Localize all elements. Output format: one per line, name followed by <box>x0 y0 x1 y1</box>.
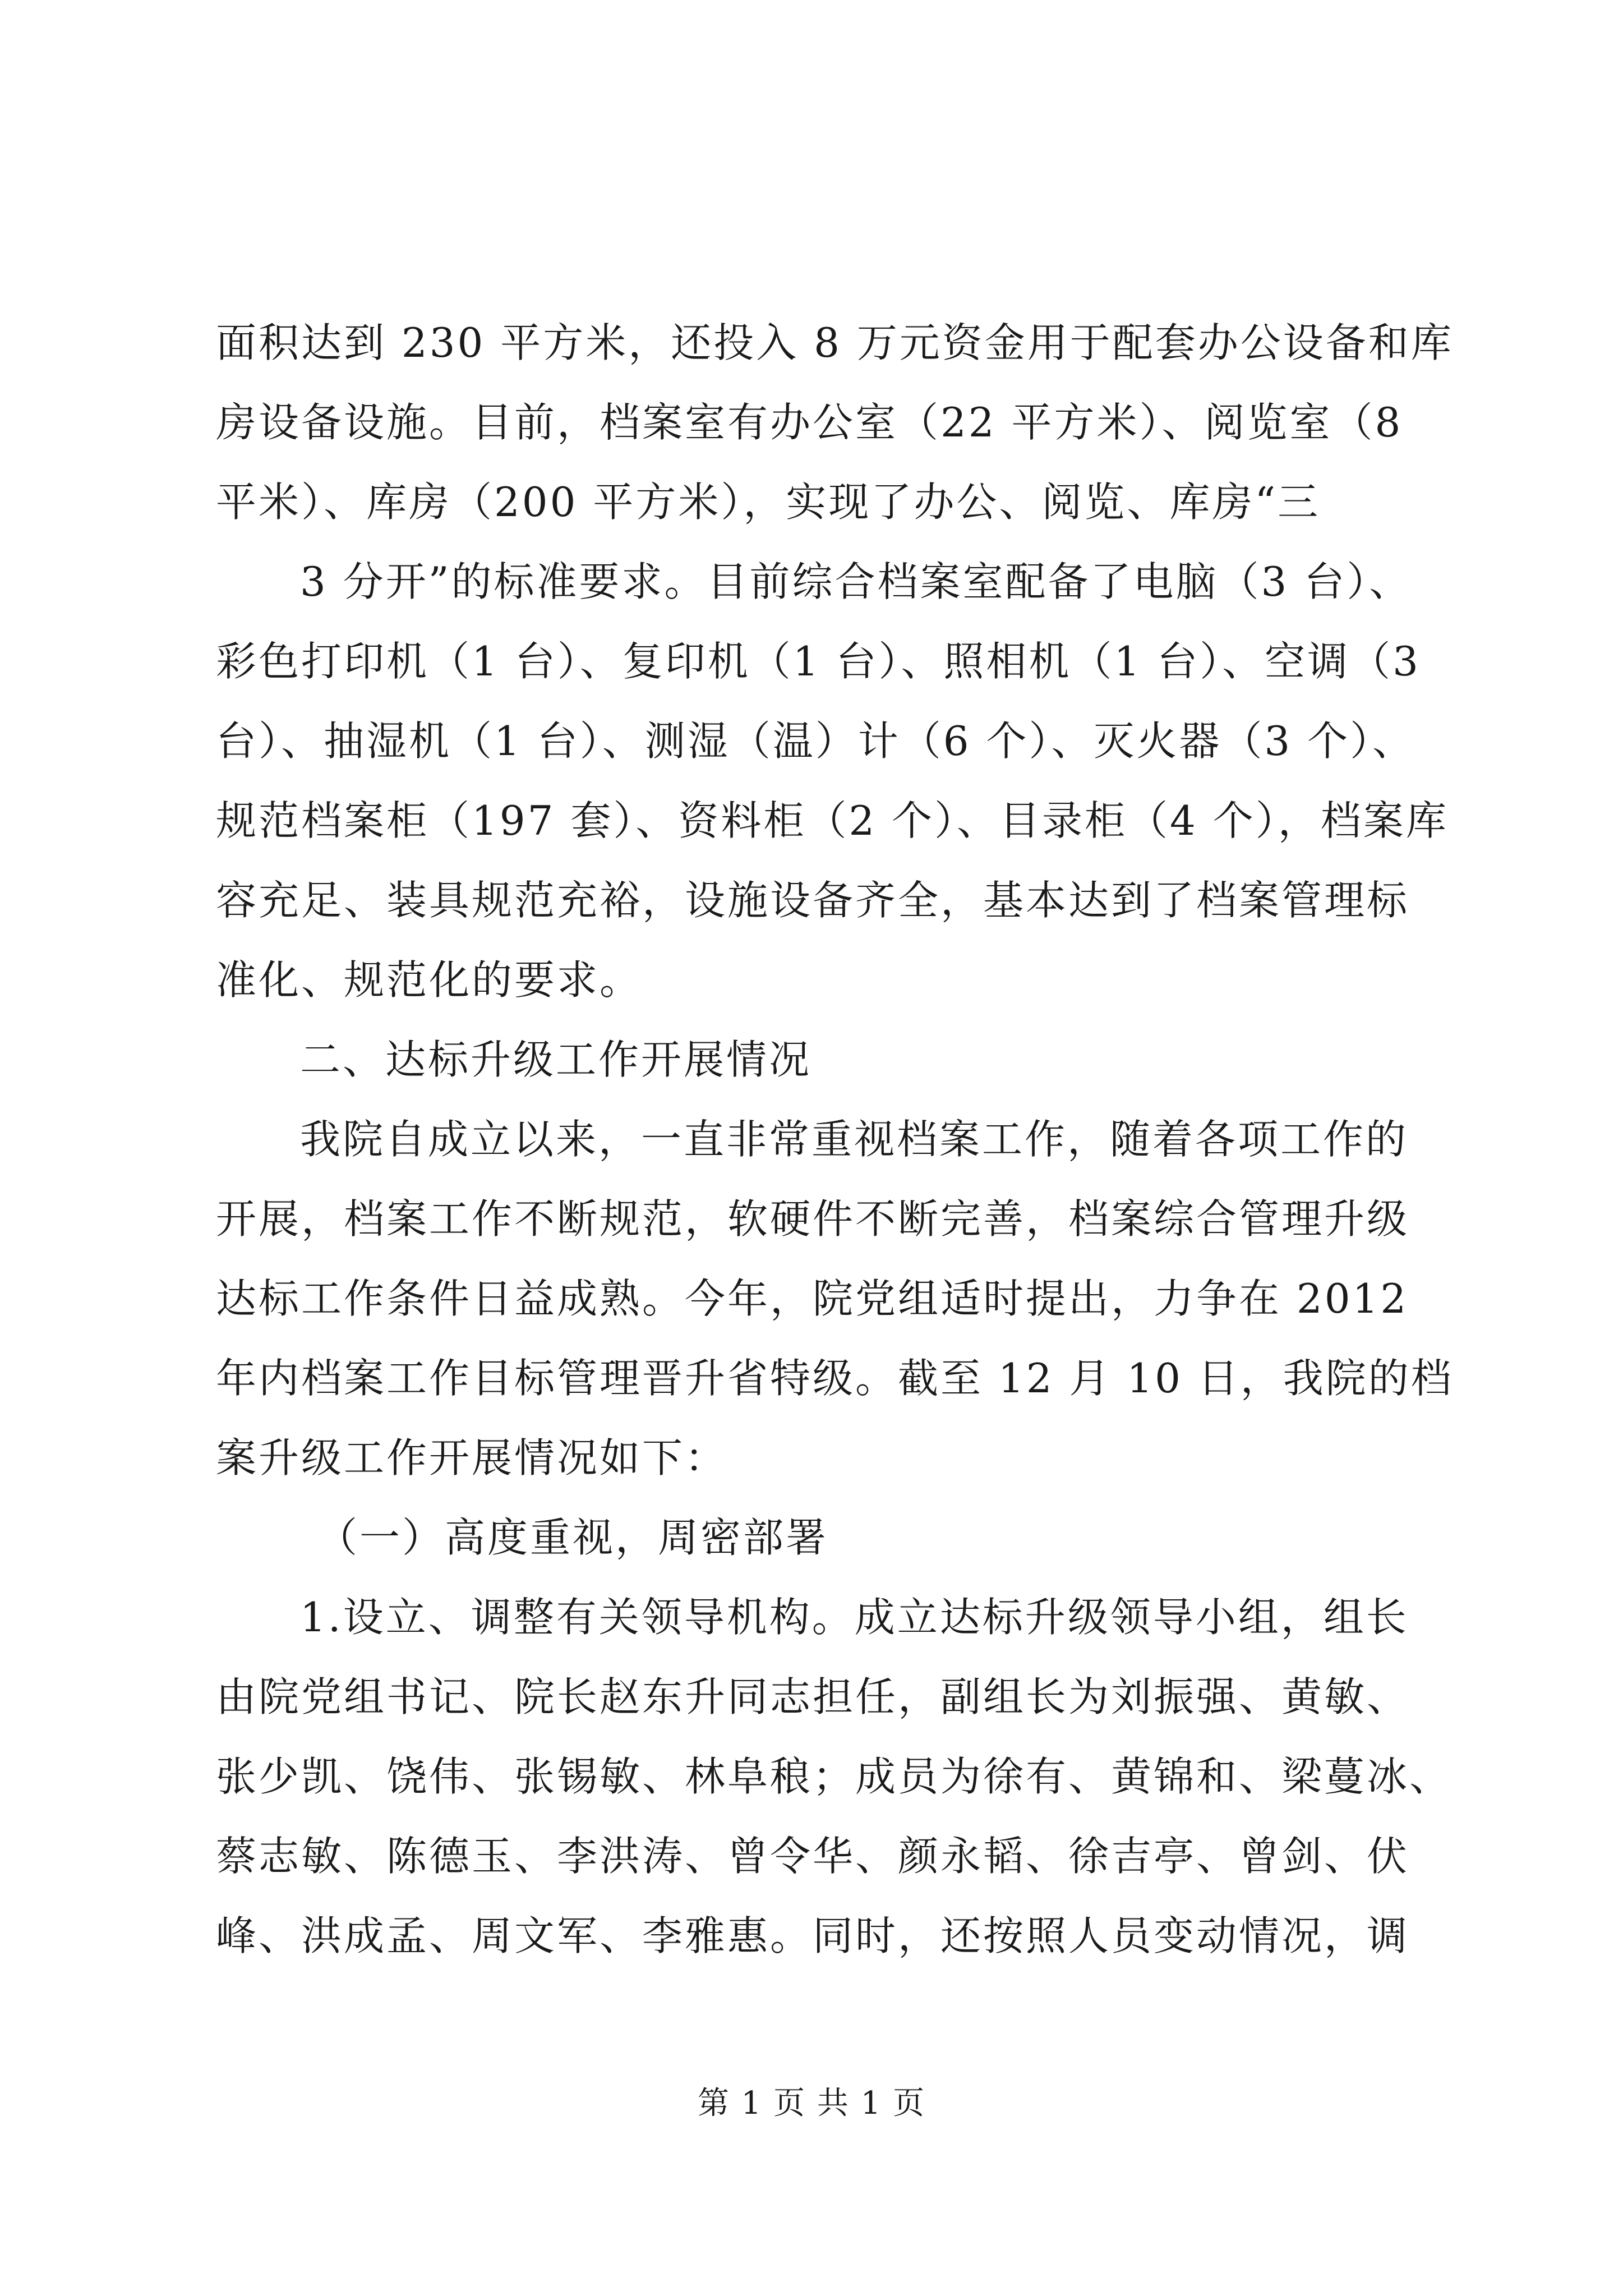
subsection-heading: （一）高度重视，周密部署 <box>317 1514 829 1561</box>
body-line: 年内档案工作目标管理晋升省特级。截至 12 月 10 日，我院的档 <box>216 1355 1454 1402</box>
body-line: 由院党组书记、院长赵东升同志担任，副组长为刘振强、黄敏、 <box>216 1673 1410 1720</box>
section-heading: 二、达标升级工作开展情况 <box>300 1036 812 1083</box>
body-line: 房设备设施。目前，档案室有办公室（22 平方米）、阅览室（8 <box>216 399 1403 446</box>
paragraph-first-line: 我院自成立以来，一直非常重视档案工作，随着各项工作的 <box>300 1116 1409 1163</box>
body-line: 3 分开”的标准要求。目前综合档案室配备了电脑（3 台）、 <box>300 558 1412 605</box>
body-line: 容充足、装具规范充裕，设施设备齐全，基本达到了档案管理标 <box>216 877 1410 924</box>
body-line: 峰、洪成孟、周文军、李雅惠。同时，还按照人员变动情况，调 <box>216 1912 1410 1959</box>
body-line: 平米）、库房（200 平方米），实现了办公、阅览、库房“三 <box>216 478 1321 526</box>
body-line: 开展，档案工作不断规范，软硬件不断完善，档案综合管理升级 <box>216 1195 1410 1243</box>
body-line: 达标工作条件日益成熟。今年，院党组适时提出，力争在 2012 <box>216 1275 1409 1322</box>
paragraph-first-line: 1.设立、调整有关领导机构。成立达标升级领导小组，组长 <box>300 1594 1409 1641</box>
body-line: 蔡志敏、陈德玉、李洪涛、曾令华、颜永韬、徐吉亭、曾剑、伏 <box>216 1833 1410 1880</box>
body-line: 张少凯、饶伟、张锡敏、林阜稂；成员为徐有、黄锦和、梁蔓冰、 <box>216 1753 1453 1800</box>
body-line: 面积达到 230 平方米，还投入 8 万元资金用于配套办公设备和库 <box>216 319 1454 366</box>
body-line: 彩色打印机（1 台）、复印机（1 台）、照相机（1 台）、空调（3 <box>216 638 1421 685</box>
body-line: 规范档案柜（197 套）、资料柜（2 个）、目录柜（4 个），档案库 <box>216 797 1449 844</box>
body-line: 准化、规范化的要求。 <box>216 956 643 1004</box>
body-line: 台）、抽湿机（1 台）、测湿（温）计（6 个）、灭火器（3 个）、 <box>216 717 1415 765</box>
body-line: 案升级工作开展情况如下： <box>216 1434 728 1481</box>
document-body <box>216 303 1454 1976</box>
page-number-footer: 第 1 页 共 1 页 <box>697 2085 926 2122</box>
